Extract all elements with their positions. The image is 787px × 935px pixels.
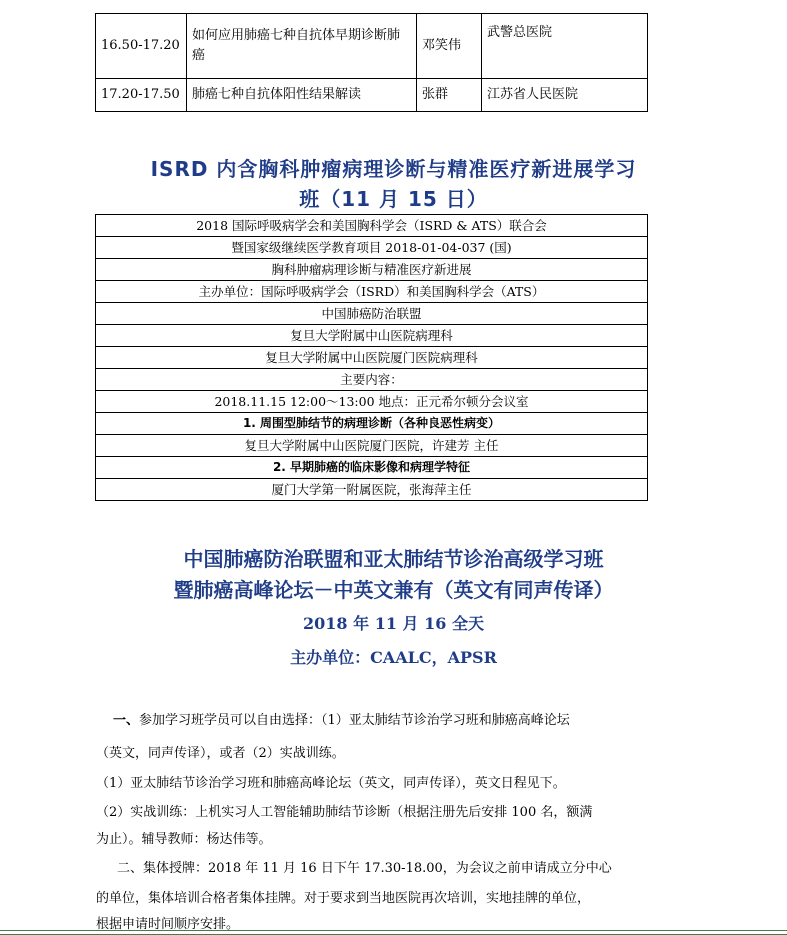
speaker-cell: 张群 — [417, 79, 482, 112]
page-bottom-rule — [0, 930, 787, 935]
caalc-date: 2018 年 11 月 16 全天 — [303, 614, 484, 633]
info-row: 暨国家级继续医学教育项目 2018-01-04-037 (国) — [96, 237, 648, 259]
time-cell: 17.20-17.50 — [96, 79, 187, 112]
paragraph-2: （1）亚太肺结节诊治学习班和肺癌高峰论坛（英文，同声传译），英文日程见下。 — [96, 776, 566, 791]
schedule-row — [96, 14, 648, 79]
paragraph-4: 二、集体授牌：2018 年 11 月 16 日下午 17.30-18.00，为会议之前申请成立分中心 — [117, 861, 612, 876]
paragraph-3-cont: 为止）。辅导教师：杨达伟等。 — [96, 832, 272, 847]
info-row: 1. 周围型肺结节的病理诊断（各种良恶性病变） — [96, 413, 648, 435]
info-row: 复旦大学附属中山医院厦门医院，许建芳 主任 — [96, 435, 648, 457]
isrd-info-table — [95, 214, 648, 501]
paragraph-4-cont: 的单位，集体培训合格者集体挂牌。对于要求到当地医院再次培训，实地挂牌的单位， — [96, 891, 591, 906]
paragraph-1-cont: （英文，同声传译），或者（2）实战训练。 — [96, 746, 345, 761]
schedule-table — [95, 13, 648, 112]
caalc-host: 主办单位：CAALC，APSR — [290, 648, 497, 667]
org-cell: 江苏省人民医院 — [482, 79, 648, 112]
paragraph-4-end: 根据申请时间顺序安排。 — [96, 917, 240, 932]
info-row: 主办单位：国际呼吸病学会（ISRD）和美国胸科学会（ATS） — [96, 281, 648, 303]
info-row: 复旦大学附属中山医院病理科 — [96, 325, 648, 347]
topic-cell: 如何应用肺癌七种自抗体早期诊断肺癌 — [187, 14, 417, 79]
info-row: 胸科肿瘤病理诊断与精准医疗新进展 — [96, 259, 648, 281]
info-row: 厦门大学第一附属医院，张海萍主任 — [96, 479, 648, 501]
time-cell: 16.50-17.20 — [96, 14, 187, 79]
info-row: 中国肺癌防治联盟 — [96, 303, 648, 325]
isrd-title-line1: ISRD 内含胸科肿瘤病理诊断与精准医疗新进展学习 — [150, 157, 637, 181]
isrd-title-line2: 班（11 月 15 日） — [299, 187, 488, 211]
org-cell: 武警总医院 — [482, 14, 648, 79]
paragraph-3: （2）实战训练：上机实习人工智能辅助肺结节诊断（根据注册先后安排 100 名，额满 — [96, 805, 593, 820]
paragraph-1 — [113, 709, 570, 728]
info-row: 主要内容： — [96, 369, 648, 391]
caalc-title-line1: 中国肺癌防治联盟和亚太肺结节诊治高级学习班 — [183, 547, 604, 571]
info-row: 2. 早期肺癌的临床影像和病理学特征 — [96, 457, 648, 479]
schedule-row — [96, 79, 648, 112]
info-row: 2018.11.15 12:00～13:00 地点：正元希尔顿分会议室 — [96, 391, 648, 413]
paragraph-1-text: 参加学习班学员可以自由选择：（1）亚太肺结节诊治学习班和肺癌高峰论坛 — [139, 713, 570, 728]
caalc-title-line2: 暨肺癌高峰论坛－中英文兼有（英文有同声传译） — [173, 578, 614, 602]
topic-cell: 肺癌七种自抗体阳性结果解读 — [187, 79, 417, 112]
info-row: 2018 国际呼吸病学会和美国胸科学会（ISRD & ATS）联合会 — [96, 215, 648, 237]
paragraph-1-lead: 一、 — [113, 713, 140, 728]
speaker-cell: 邓笑伟 — [417, 14, 482, 79]
info-row: 复旦大学附属中山医院厦门医院病理科 — [96, 347, 648, 369]
